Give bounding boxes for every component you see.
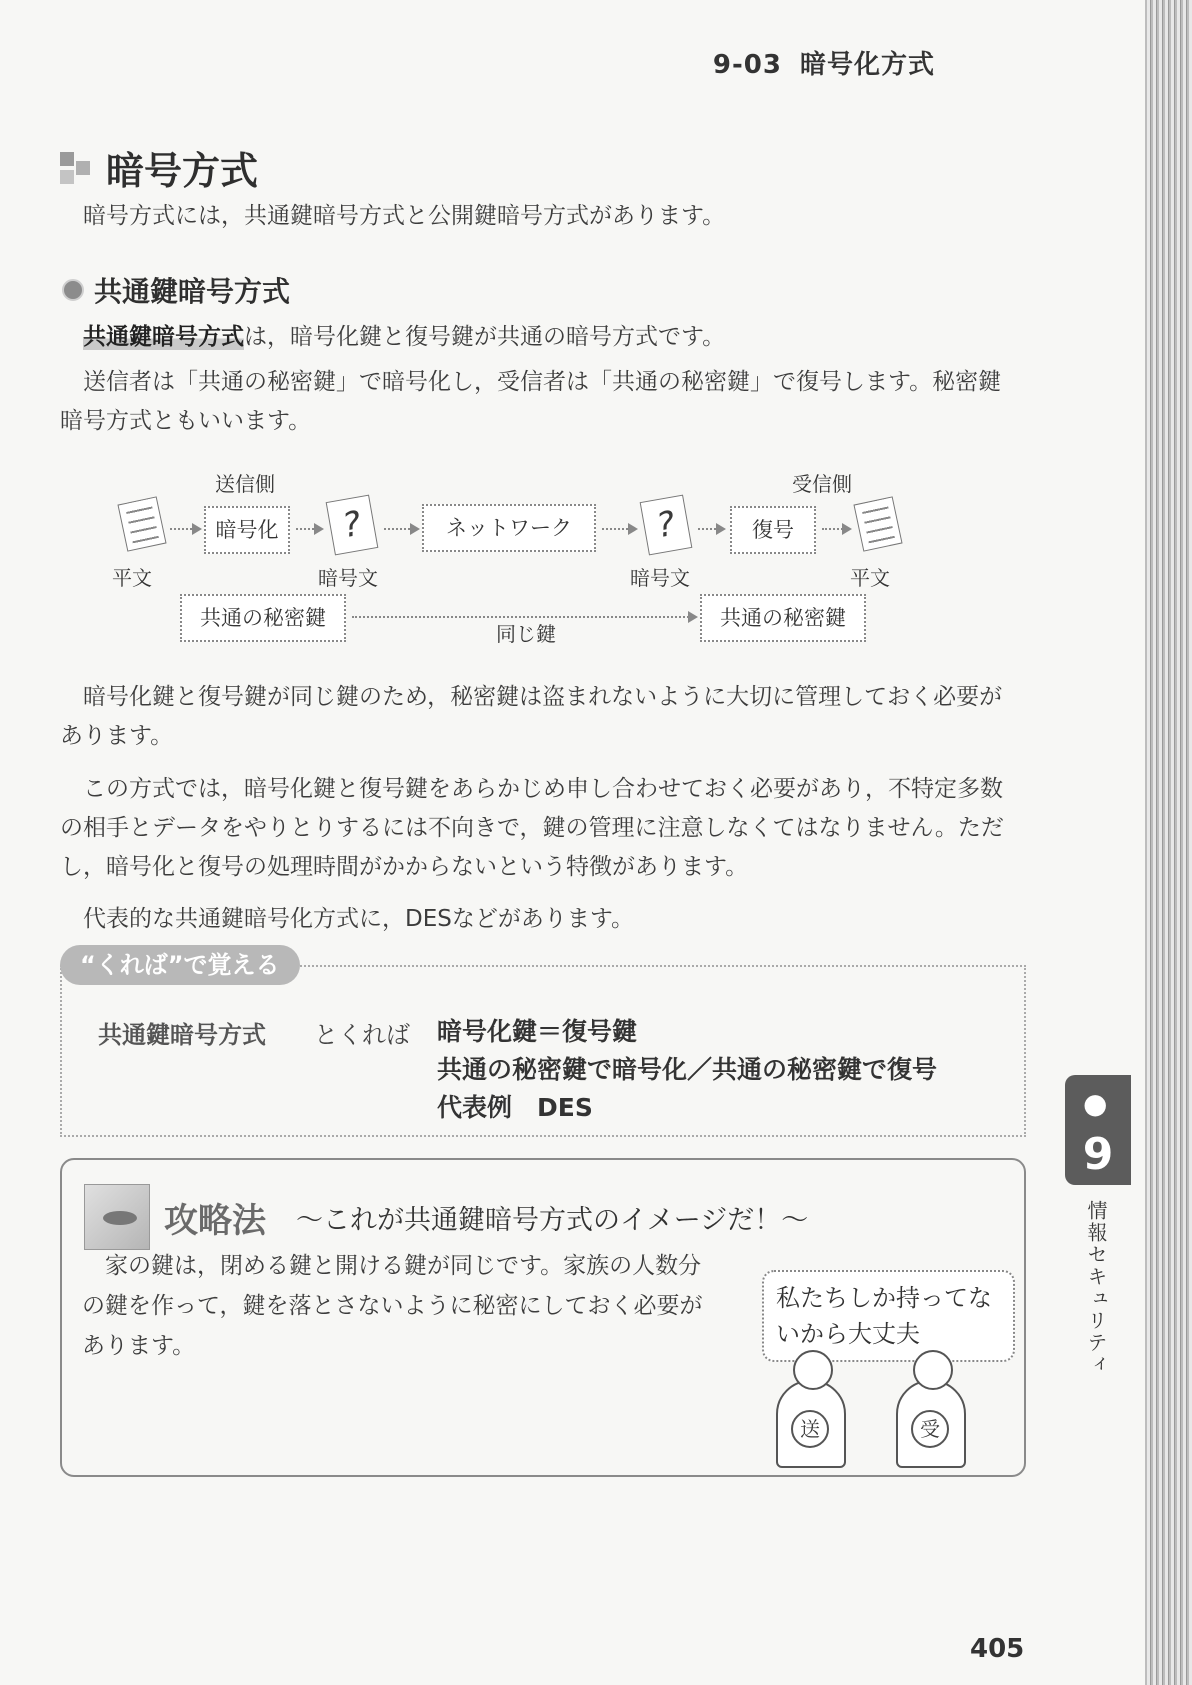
arrow: [698, 528, 720, 530]
chapter-number: 9: [1082, 1129, 1114, 1180]
arrow: [170, 528, 196, 530]
memory-box: [60, 951, 1026, 1137]
memory-point: 暗号化鍵＝復号鍵: [437, 1017, 638, 1046]
paragraph-characteristics: この方式では，暗号化鍵と復号鍵をあらかじめ申し合わせておく必要があり，不特定多数の相手とデータをやりとりするには不向きで，鍵の管理に注意しなくてはなりません。ただし，暗号化と復号の処理時間がかからないという特徴があります。: [60, 776, 1004, 880]
decrypt-box: 復号: [730, 506, 816, 554]
section-title: 暗号化方式: [799, 50, 935, 80]
arrow: [822, 528, 846, 530]
intro-paragraph: 暗号方式には，共通鍵暗号方式と公開鍵暗号方式があります。: [83, 203, 726, 229]
ciphertext-document-icon: ?: [640, 495, 693, 556]
highlighted-term: 共通鍵暗号方式: [83, 324, 244, 350]
heading-text: 暗号方式: [106, 149, 259, 193]
memory-point: 共通の秘密鍵で暗号化／共通の秘密鍵で復号: [437, 1055, 938, 1084]
chapter-tab: [1065, 1075, 1131, 1185]
plaintext-label: 平文: [850, 566, 890, 590]
receiver-badge: 受: [911, 1410, 949, 1448]
sender-side-label: 送信側: [215, 472, 275, 496]
shared-key-box: 共通の秘密鍵: [700, 594, 866, 642]
strategy-box: [60, 1158, 1026, 1477]
arrow: [296, 528, 318, 530]
strategy-subtitle: ～これが共通鍵暗号方式のイメージだ！～: [296, 1204, 809, 1236]
receiver-side-label: 受信側: [792, 472, 852, 496]
subheading-text: 共通鍵暗号方式: [94, 275, 291, 308]
bullet-icon: [62, 279, 84, 301]
memory-connector: とくれば: [314, 1021, 410, 1049]
heading-marker-icon: [60, 148, 94, 188]
speech-bubble: 私たちしか持ってないから大丈夫: [762, 1270, 1015, 1362]
ciphertext-label: 暗号文: [318, 566, 378, 590]
sender-person-icon: [776, 1350, 846, 1468]
paw-icon: ●: [1083, 1087, 1108, 1120]
ciphertext-label: 暗号文: [630, 566, 690, 590]
main-heading: [60, 140, 258, 195]
arrow: [602, 528, 632, 530]
arrow: [384, 528, 414, 530]
paragraph-sender-receiver: 送信者は「共通の秘密鍵」で暗号化し，受信者は「共通の秘密鍵」で復号します。秘密鍵暗号方式ともいいます。: [60, 369, 1002, 434]
memory-point: 代表例 DES: [437, 1093, 593, 1122]
paragraph-example: 代表的な共通鍵暗号化方式に，DESなどがあります。: [83, 906, 635, 932]
memory-points: [437, 1013, 937, 1127]
fishing-icon: [84, 1184, 150, 1250]
ciphertext-document-icon: ?: [326, 495, 379, 556]
book-edge: [1145, 0, 1192, 1685]
section-number: 9-03: [712, 50, 782, 80]
plaintext-document-icon: [117, 496, 166, 551]
receiver-person-icon: [896, 1350, 966, 1468]
strategy-title: 攻略法: [164, 1200, 266, 1241]
chapter-title: 情報セキュリティ: [1084, 1200, 1108, 1376]
shared-key-box: 共通の秘密鍵: [180, 594, 346, 642]
sender-badge: 送: [791, 1410, 829, 1448]
memory-term: 共通鍵暗号方式: [98, 1021, 266, 1049]
memory-box-tab: “くれば”で覚える: [60, 945, 300, 985]
same-key-label: 同じ鍵: [496, 622, 556, 646]
definition-text: は，暗号化鍵と復号鍵が共通の暗号方式です。: [244, 324, 726, 350]
strategy-body: 家の鍵は，閉める鍵と開ける鍵が同じです。家族の人数分の鍵を作って，鍵を落とさないように秘密にしておく必要があります。: [82, 1253, 703, 1359]
running-header: [713, 44, 935, 81]
paragraph-key-management: 暗号化鍵と復号鍵が同じ鍵のため，秘密鍵は盗まれないように大切に管理しておく必要があります。: [60, 684, 1003, 749]
encrypt-box: 暗号化: [204, 506, 290, 554]
encryption-diagram: [100, 468, 1000, 648]
page-number: 405: [970, 1634, 1025, 1664]
plaintext-label: 平文: [112, 566, 152, 590]
strategy-title-row: [84, 1184, 808, 1250]
paragraph-definition: [60, 318, 1020, 357]
network-box: ネットワーク: [422, 504, 596, 552]
plaintext-document-icon: [853, 496, 902, 551]
subheading: [62, 270, 290, 310]
